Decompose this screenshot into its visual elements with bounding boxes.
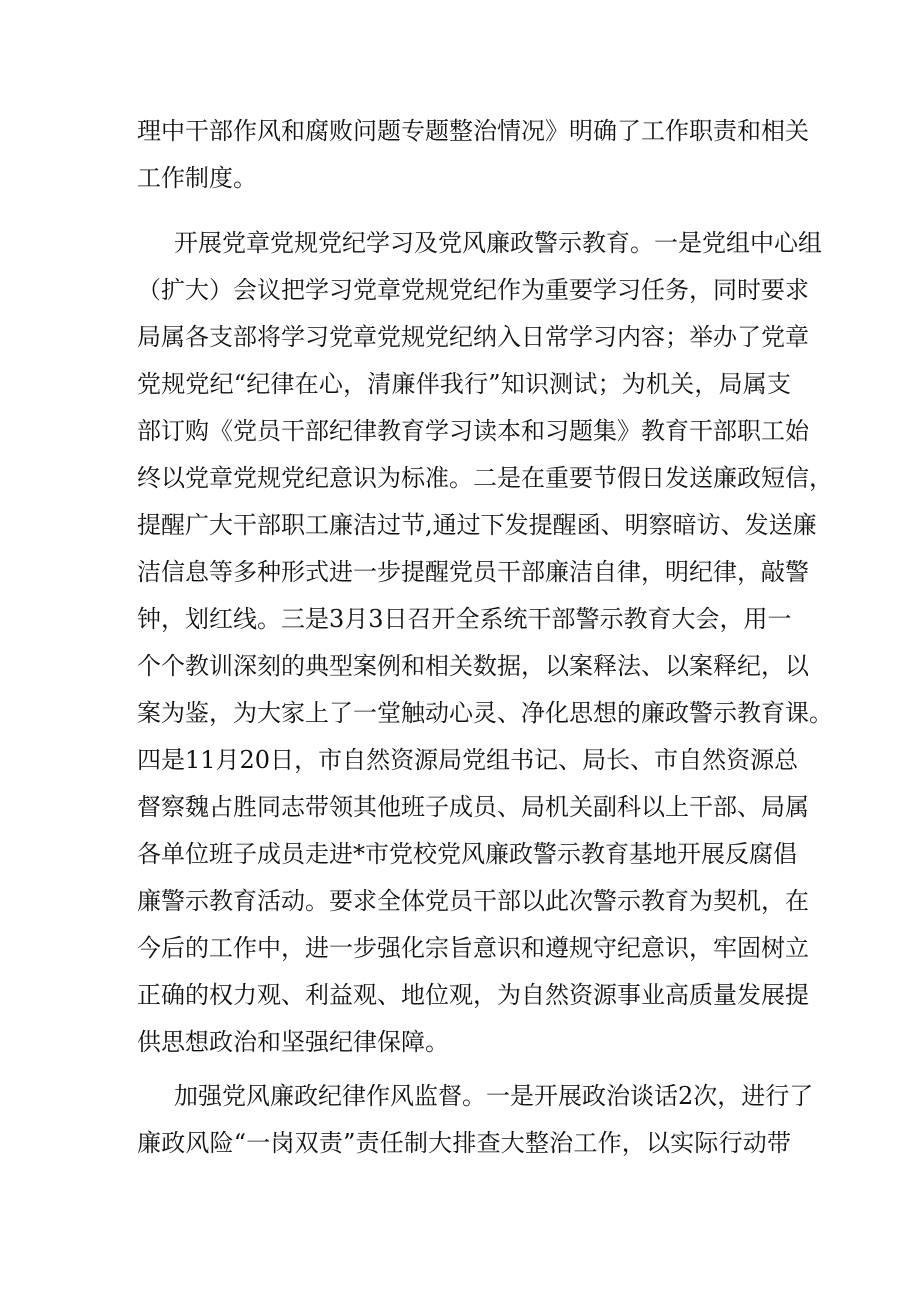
text-line: 部订购《党员干部纪律教育学习读本和习题集》教育干部职工始 [137, 417, 809, 445]
text-line: 四是11月20日，市自然资源局党组书记、局长、市自然资源总 [137, 746, 799, 774]
text-line: 党规党纪“纪律在心，清廉伴我行”知识测试；为机关，局属支 [137, 370, 791, 398]
text-line: 提醒广大干部职工廉洁过节,通过下发提醒函、明察暗访、发送廉 [137, 511, 817, 539]
text-line: 案为鉴，为大家上了一堂触动心灵、净化思想的廉政警示教育课。 [137, 699, 833, 727]
text-line: （扩大）会议把学习党章党规党纪作为重要学习任务，同时要求 [137, 276, 809, 304]
text-line: 钟，划红线。三是3月3日召开全系统干部警示教育大会，用一 [137, 605, 792, 633]
text-line: 局属各支部将学习党章党规党纪纳入日常学习内容；举办了党章 [137, 323, 809, 351]
text-line: 廉警示教育活动。要求全体党员干部以此次警示教育为契机，在 [137, 887, 809, 915]
text-line: 督察魏占胜同志带领其他班子成员、局机关副科以上干部、局属 [137, 793, 809, 821]
text-line: 理中干部作风和腐败问题专题整治情况》明确了工作职责和相关 [137, 117, 809, 145]
text-line: 开展党章党规党纪学习及党风廉政警示教育。一是党组中心组 [174, 229, 822, 257]
text-line: 工作制度。 [137, 164, 257, 192]
text-line: 终以党章党规党纪意识为标准。二是在重要节假日发送廉政短信， [137, 464, 833, 492]
text-line: 供思想政治和坚强纪律保障。 [137, 1028, 449, 1056]
text-line: 正确的权力观、利益观、地位观，为自然资源事业高质量发展提 [137, 981, 809, 1009]
text-line: 今后的工作中，进一步强化宗旨意识和遵规守纪意识，牢固树立 [137, 934, 809, 962]
text-line: 加强党风廉政纪律作风监督。一是开展政治谈话2次，进行了 [174, 1082, 814, 1110]
text-line: 个个教训深刻的典型案例和相关数据，以案释法、以案释纪，以 [137, 652, 809, 680]
text-line: 各单位班子成员走进*市党校党风廉政警示教育基地开展反腐倡 [137, 840, 797, 868]
text-line: 洁信息等多种形式进一步提醒党员干部廉洁自律，明纪律，敲警 [137, 558, 809, 586]
text-line: 廉政风险“一岗双责”责任制大排查大整治工作，以实际行动带 [137, 1129, 791, 1157]
